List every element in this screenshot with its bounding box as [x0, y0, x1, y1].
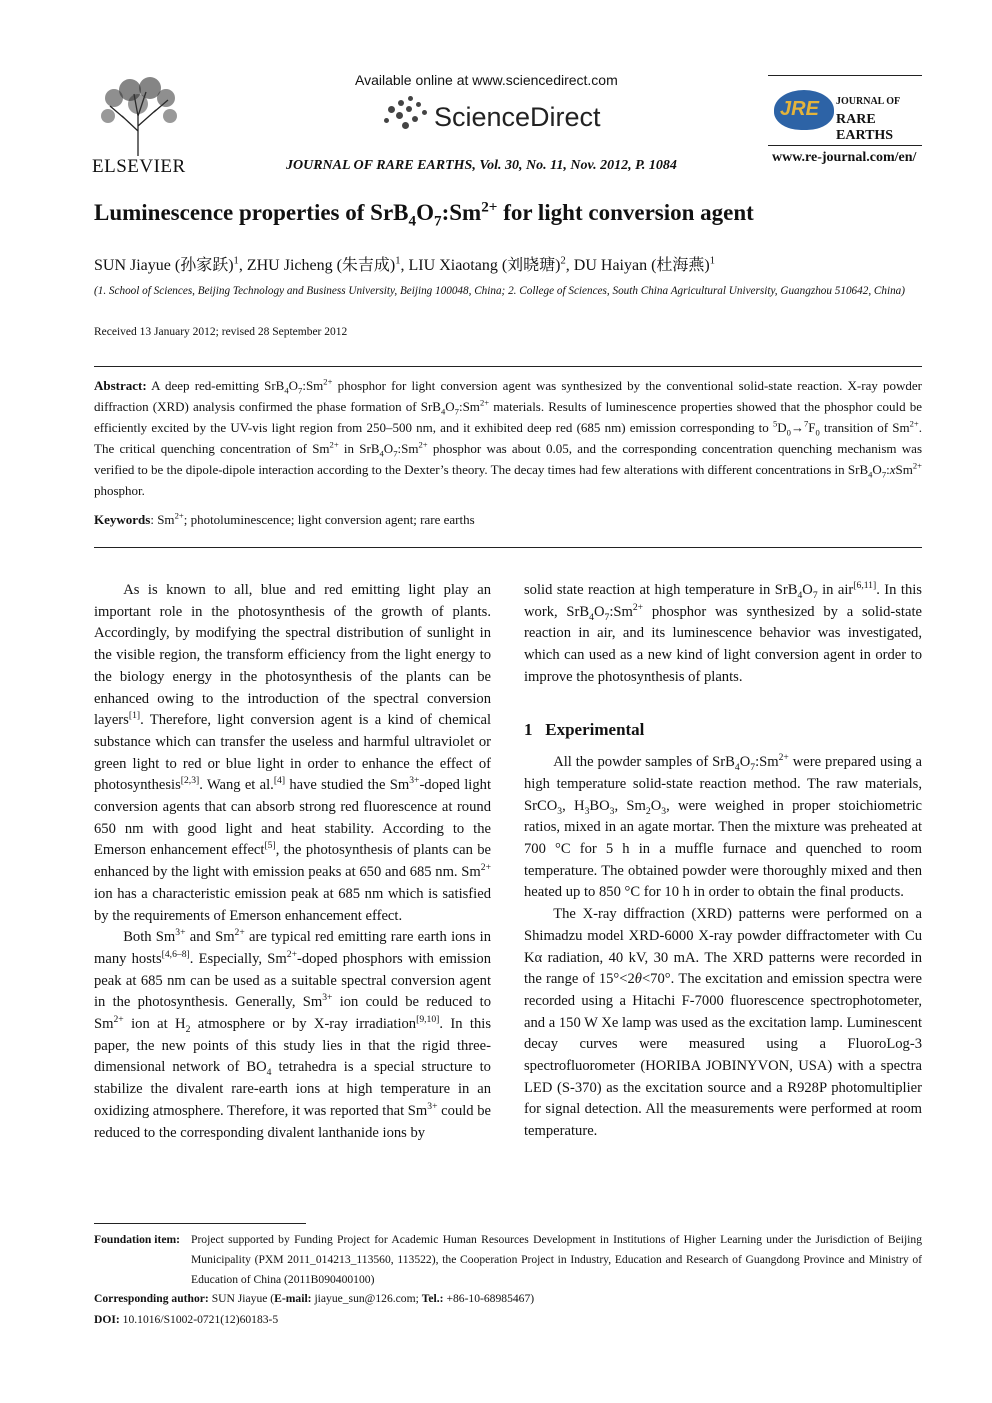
elsevier-tree-icon	[94, 76, 182, 156]
email-link[interactable]: jiayue_sun@126.com	[314, 1292, 416, 1305]
body-right-column	[524, 580, 922, 1143]
paragraph: The X-ray diffraction (XRD) patterns were performed on a Shimadzu model XRD-6000 X-ray powder diffractometer with Cu Kα radiation, 40 kV, 30 mA. The XRD patterns were recorded in the range of 15°<2θ<70°. The excitation and emission spectra were recorded using a Hitachi F-7000 fluorescence spectrophotometer, and a 150 W Xe lamp was used as the excitation lamp. Luminescent decay curves were measured using a FluoroLog-3 spectrofluorometer (HORIBA JOBINYVON, USA) with a spectra LED (S-370) as the excitation source and a R928P photomultiplier for signal detection. All the measurements were performed at room temperature.	[524, 906, 922, 1140]
journal-reference: JOURNAL OF RARE EARTHS, Vol. 30, No. 11, Nov. 2012, P. 1084	[286, 158, 677, 173]
paragraph: solid state reaction at high temperature in $SrB_4O_7$ in air[6,11]. In this work, $SrB_4O_7:Sm^{2+}$ phosphor was synthesized by a solid-state reaction in air, and its luminescence behavior was investigated, which can used as a new kind of light conversion agent in order to improve the photosynthesis of plants.	[524, 580, 922, 685]
article-title: Luminescence properties of $SrB_4O_7:Sm^{2+}$ for light conversion agent	[94, 198, 754, 230]
journal-rule-bottom	[768, 145, 922, 146]
author-list: SUN Jiayue (孙家跃)$^1$, ZHU Jicheng (朱吉成)$^1$, LIU Xiaotang (刘晓瑭)$^2$, DU Haiyan (杜海燕)$^1$	[94, 255, 716, 274]
paragraph: As is known to all, blue and red emitting light play an important role in the photosynthesis of the growth of plants. Accordingly, by modifying the spectral distribution of sunlight in the visible region, the transform efficiency from the light energy to the biology energy in the photosynthesis of the plants can be enhanced owing to the introduction of the spectral conversion layers[1]. Therefore, light conversion agent is a kind of chemical substance which can transfer the useless and harmful ultraviolet or green light to red or blue light in order to enhance the effect of photosynthesis[2,3]. Wang et al.[4] have studied the $Sm^{3+}$-doped light conversion agents that can absorb strong red fluorescence at round 650 nm with good light and heat stability. According to the Emerson enhancement effect[5], the photosynthesis of plants can be enhanced by the light with emission peaks at 650 and 685 nm. $Sm^{2+}$ ion has a characteristic emission peak at 685 nm which is satisfied by the requirements of Emerson enhancement effect.	[94, 582, 491, 924]
abstract-rule-top	[94, 366, 922, 367]
paragraph: Both $Sm^{3+}$ and $Sm^{2+}$ are typical red emitting rare earth ions in many hosts[4,6–8]. Especially, $Sm^{2+}$-doped phosphors with emission peak at 685 nm can be used as a suitable spectral conversion agent in the photosynthesis. Generally, $Sm^{3+}$ ion could be reduced to $Sm^{2+}$ ion at $H_2$ atmosphere or by X-ray irradiation[9,10]. In this paper, the new points of this study lies in that the rigid three-dimensional network of $BO_4$ tetrahedra is a special structure to stabilize the divalent rare-earth ions at high temperature in an oxidizing atmosphere. Therefore, it was reported that $Sm^{3+}$ could be reduced to the corresponding divalent lanthanide ions by	[94, 927, 492, 1141]
abstract: Abstract: A deep red-emitting $SrB_4O_7:Sm^{2+}$ phosphor for light conversion agent was synthesized by the conventional solid-state reaction. X-ray powder diffraction (XRD) analysis confirmed the phase formation of $SrB_4O_7:Sm^{2+}$ materials. Results of luminescence properties showed that the phosphor could be efficiently excited by the UV-vis light region from 250–500 nm, and it exhibited deep red (685 nm) emission corresponding to $^5D_0\to^7F_0$ transition of $Sm^{2+}$. The critical quenching concentration of $Sm^{2+}$ in $SrB_4O_7:Sm^{2+}$ phosphor was about 0.05, and the corresponding concentration quenching mechanism was verified to be the dipole-dipole interaction according to the Dexter’s theory. The decay times had few alterations with different concentrations in $SrB_4O_7:xSm^{2+}$ phosphor.	[94, 376, 922, 498]
foundation-label: Foundation item:	[94, 1233, 180, 1246]
foundation-text: Project supported by Funding Project for Academic Human Resources Development in Institutions of Higher Learning under the Jurisdiction of Beijing Municipality (PXM 2011_014213_113560, 113522), the Cooperation Project in Industry, Education and Research of Guangdong Province and Ministry of Education of China (2011B090400100)	[191, 1233, 922, 1286]
available-online-text: Available online at www.sciencedirect.com	[355, 72, 618, 88]
journal-url[interactable]: www.re-journal.com/en/	[772, 150, 917, 165]
section-heading-experimental: 1 Experimental	[524, 719, 645, 739]
abstract-label: Abstract:	[94, 378, 147, 393]
abstract-rule-bottom	[94, 547, 922, 548]
author: , LIU Xiaotang (刘晓瑭)	[400, 257, 561, 274]
paragraph: All the powder samples of $SrB_4O_7:Sm^{2+}$ were prepared using a high temperature solid-state reaction method. The raw materials, SrCO$_3$, $H_3BO_3$, $Sm_2O_3$, were weighed in proper stoichiometric ratios, mixed in an agate mortar. Then the mixture was preheated at 700 °C for 5 h in a muffle furnace and quenched to room temperature. The obtained powder were thoroughly mixed and then heated up to 850 °C for 10 h in order to obtain the final products.	[524, 752, 923, 901]
sciencedirect-wordmark: ScienceDirect	[434, 102, 601, 132]
corresponding-author: Corresponding author: SUN Jiayue (E-mail: jiayue_sun@126.com; Tel.: +86-10-68985467)	[94, 1292, 535, 1305]
journal-logo-line2: RARE EARTHS	[836, 112, 894, 143]
journal-logo-line1: JOURNAL OF	[836, 96, 901, 107]
doi: DOI: 10.1016/S1002-0721(12)60183-5	[94, 1313, 279, 1326]
journal-logo	[772, 76, 922, 143]
affiliations: (1. School of Sciences, Beijing Technology and Business University, Beijing 100048, China; 2. College of Sciences, South China Agricultural University, Guangzhou 510642, China)	[94, 285, 906, 297]
journal-rule-top	[768, 75, 922, 76]
keywords-label: Keywords	[94, 512, 151, 527]
author: SUN Jiayue (孙家跃)	[94, 257, 234, 274]
footnote-rule	[94, 1223, 306, 1224]
jre-mark-text: JRE	[780, 98, 819, 120]
doi-link[interactable]: 10.1016/S1002-0721(12)60183-5	[122, 1313, 279, 1326]
author: , ZHU Jicheng (朱吉成)	[238, 257, 396, 274]
elsevier-wordmark: ELSEVIER	[92, 156, 186, 177]
received-dates: Received 13 January 2012; revised 28 September 2012	[94, 326, 348, 338]
author: , DU Haiyan (杜海燕)	[565, 257, 710, 274]
elsevier-logo	[90, 72, 190, 182]
keywords: Keywords: $Sm^{2+}$; photoluminescence; light conversion agent; rare earths	[94, 510, 475, 527]
body-left-column	[94, 580, 491, 1144]
sciencedirect-logo	[380, 96, 620, 138]
